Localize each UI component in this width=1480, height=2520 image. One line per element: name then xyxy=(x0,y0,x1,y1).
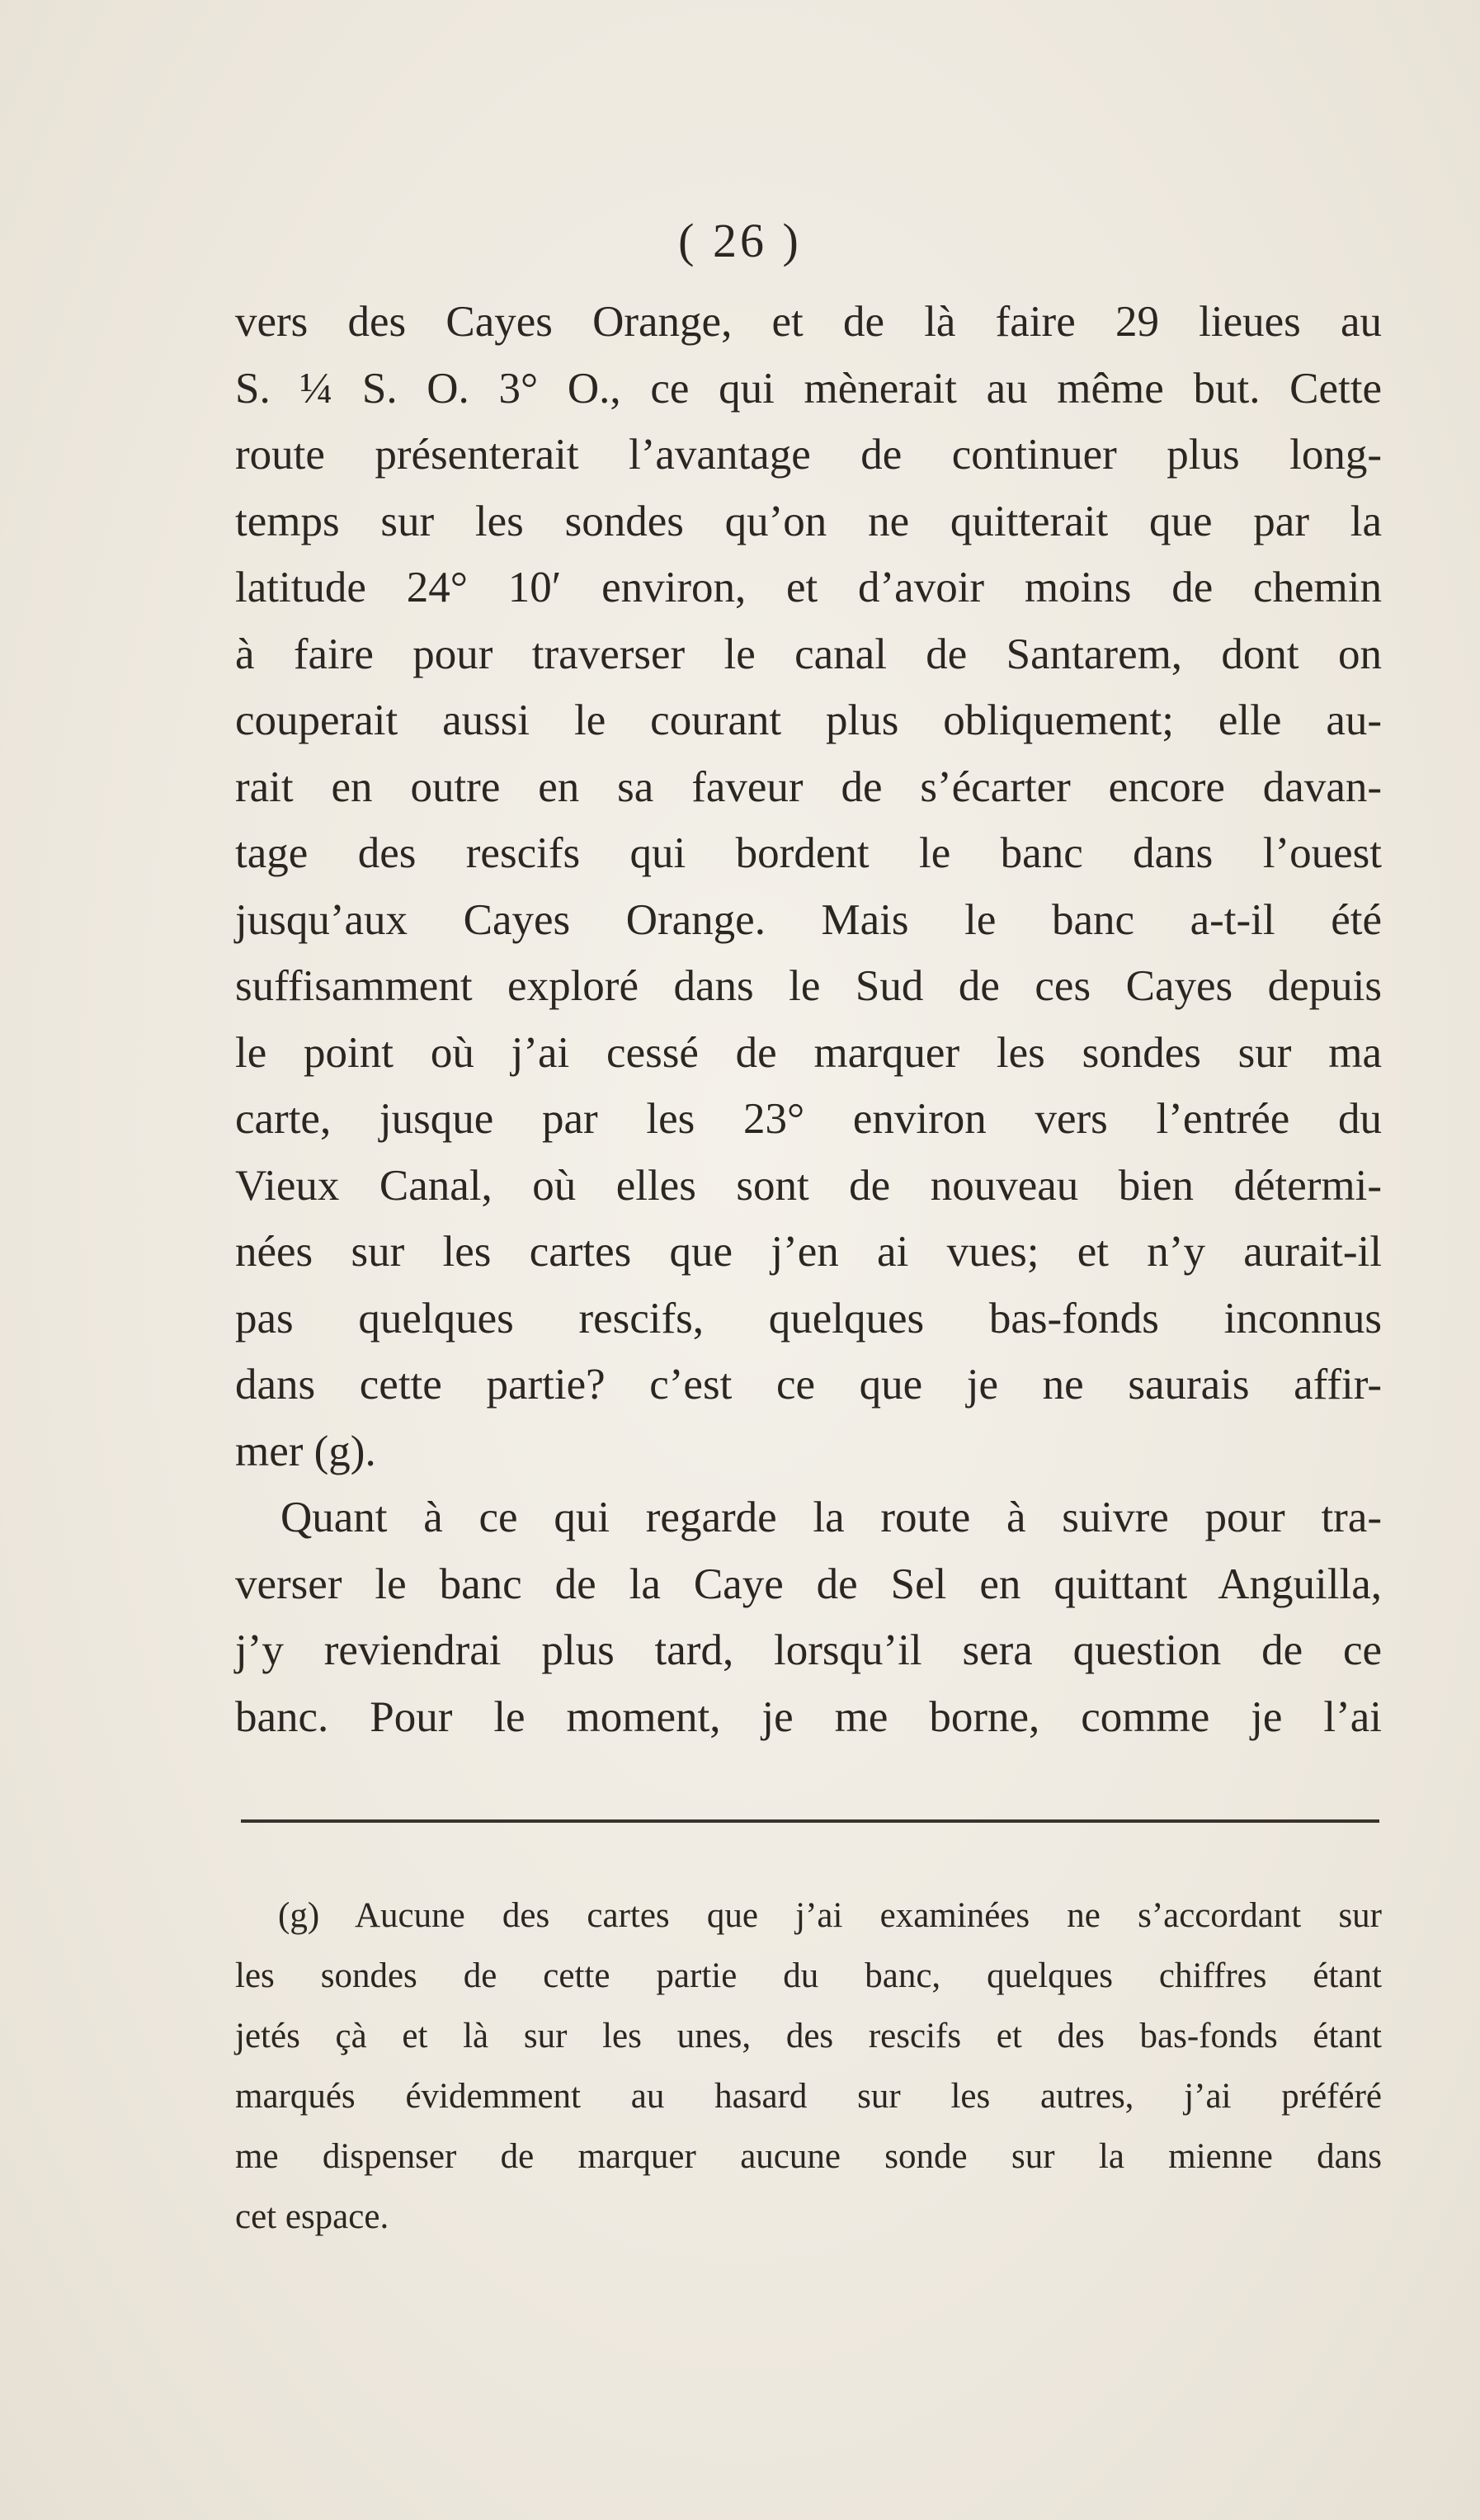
text-line: banc. Pour le moment, je me borne, comme je l’ai xyxy=(235,1692,1382,1741)
text-line: à faire pour traverser le canal de Santarem, dont on xyxy=(235,630,1382,678)
text-line: verser le banc de la Caye de Sel en quittant Anguilla, xyxy=(235,1560,1382,1608)
text-line: Quant à ce qui regarde la route à suivre pour tra- xyxy=(280,1494,1382,1541)
text-line: vers des Cayes Orange, et de là faire 29 lieues au xyxy=(235,298,1382,346)
footnote-line: cet espace. xyxy=(235,2197,389,2236)
footnote-line: (g) Aucune des cartes que j’ai examinées ne s’accordant sur xyxy=(278,1896,1382,1935)
footnote-line: me dispenser de marquer aucune sonde sur la mienne dans xyxy=(235,2137,1382,2176)
text-line: temps sur les sondes qu’on ne quitterait que par la xyxy=(235,497,1382,545)
text-line: couperait aussi le courant plus obliquement; elle au- xyxy=(235,696,1382,744)
text-line: pas quelques rescifs, quelques bas-fonds inconnus xyxy=(235,1294,1382,1343)
footnote-line: jetés çà et là sur les unes, des rescifs et des bas-fonds étant xyxy=(235,2017,1382,2055)
text-line: suffisamment exploré dans le Sud de ces Cayes depuis xyxy=(235,962,1382,1010)
footnote xyxy=(235,1885,1382,2247)
text-line: jusqu’aux Cayes Orange. Mais le banc a-t-il été xyxy=(235,895,1382,944)
text-line: Vieux Canal, où elles sont de nouveau bien détermi- xyxy=(235,1161,1382,1210)
text-line: mer (g). xyxy=(235,1427,376,1475)
text-line: S. ¼ S. O. 3° O., ce qui mènerait au même but. Cette xyxy=(235,364,1382,413)
footnote-line: marqués évidemment au hasard sur les autres, j’ai préféré xyxy=(235,2077,1382,2116)
text-line: carte, jusque par les 23° environ vers l’entrée du xyxy=(235,1095,1382,1143)
text-line: nées sur les cartes que j’en ai vues; et n’y aurait-il xyxy=(235,1228,1382,1276)
text-line: route présenterait l’avantage de continuer plus long- xyxy=(235,431,1382,479)
text-line: tage des rescifs qui bordent le banc dans l’ouest xyxy=(235,829,1382,877)
text-line: latitude 24° 10′ environ, et d’avoir moins de chemin xyxy=(235,564,1382,611)
page-number: ( 26 ) xyxy=(678,214,802,267)
text-line: j’y reviendrai plus tard, lorsqu’il sera question de ce xyxy=(235,1626,1382,1674)
main-text xyxy=(235,289,1382,1750)
footnote-line: les sondes de cette partie du banc, quelques chiffres étant xyxy=(235,1956,1382,1995)
text-line: le point où j’ai cessé de marquer les sondes sur ma xyxy=(235,1028,1382,1077)
text-line: dans cette partie? c’est ce que je ne saurais affir- xyxy=(235,1361,1382,1409)
text-line: rait en outre en sa faveur de s’écarter encore davan- xyxy=(235,762,1382,811)
footnote-divider xyxy=(241,1819,1379,1823)
